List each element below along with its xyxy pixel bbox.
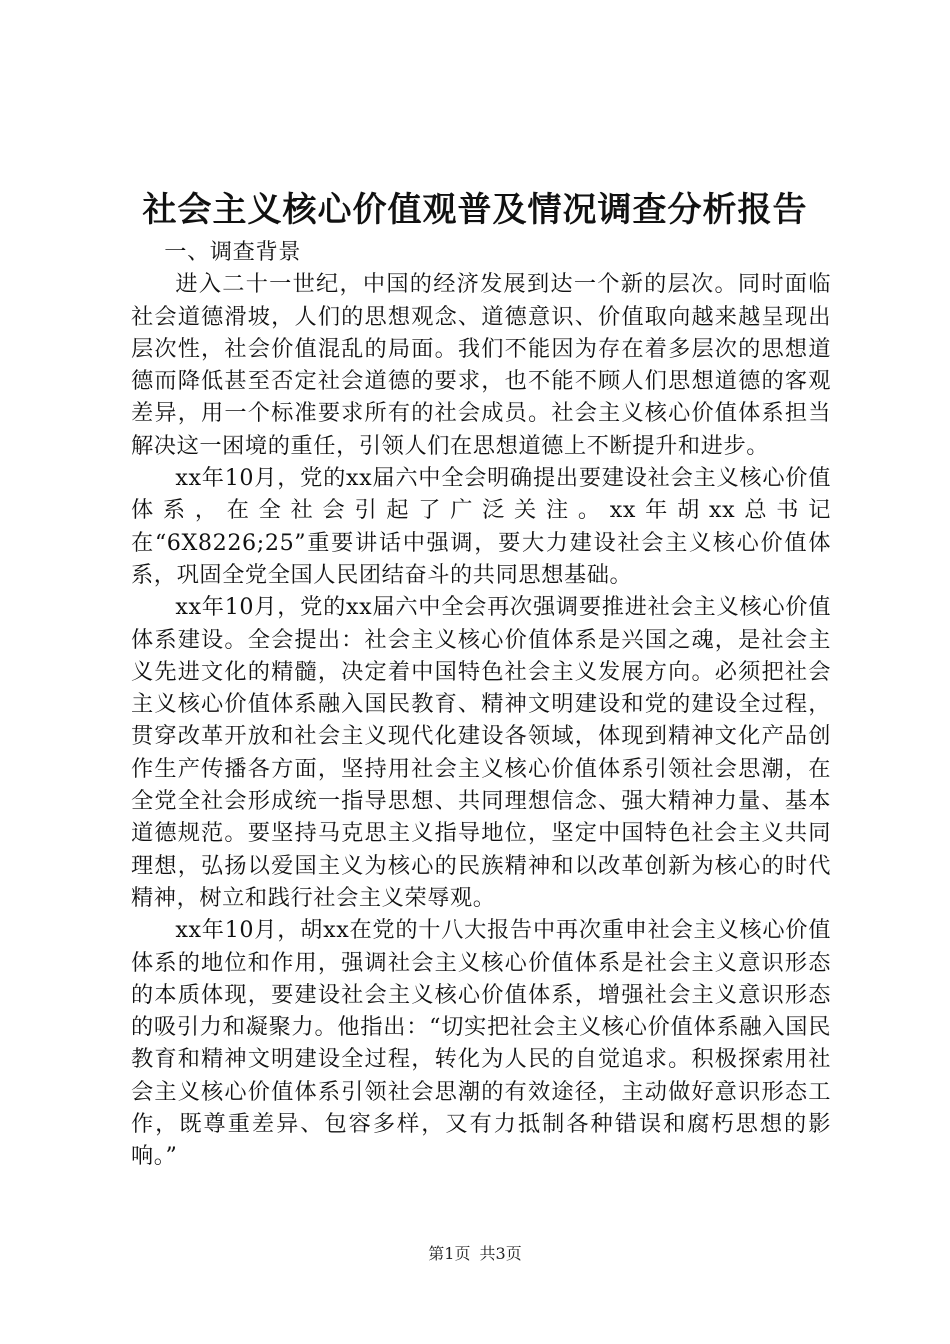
document-title: 社会主义核心价值观普及情况调查分析报告: [142, 190, 808, 230]
page-footer: [0, 1243, 950, 1265]
paragraph-2: xx年10月，党的xx届六中全会明确提出要建设社会主义核心价值体系，在全社会引起了广泛关注。xx年胡xx总书记在“6X8226;25”重要讲话中强调，要大力建设社会主义核心价值体系，巩固全党全国人民团结奋斗的共同思想基础。: [131, 465, 831, 588]
document-body: [131, 236, 831, 1173]
paragraph-4: xx年10月，胡xx在党的十八大报告中再次重申社会主义核心价值体系的地位和作用，强调社会主义核心价值体系是社会主义意识形态的本质体现，要建设社会主义核心价值体系，增强社会主义意识形态的吸引力和凝聚力。他指出：“切实把社会主义核心价值体系融入国民教育和精神文明建设全过程，转化为人民的自觉追求。积极探索用社会主义核心价值体系引领社会思潮的有效途径，主动做好意识形态工作，既尊重差异、包容多样，又有力抵制各种错误和腐朽思想的影响。”: [131, 917, 831, 1170]
paragraph-3: xx年10月，党的xx届六中全会再次强调要推进社会主义核心价值体系建设。全会提出：社会主义核心价值体系是兴国之魂，是社会主义先进文化的精髓，决定着中国特色社会主义发展方向。必须把社会主义核心价值体系融入国民教育、精神文明建设和党的建设全过程，贯穿改革开放和社会主义现代化建设各领域，体现到精神文化产品创作生产传播各方面，坚持用社会主义核心价值体系引领社会思潮，在全党全社会形成统一指导思想、共同理想信念、强大精神力量、基本道德规范。要坚持马克思主义指导地位，坚定中国特色社会主义共同理想，弘扬以爱国主义为核心的民族精神和以改革创新为核心的时代精神，树立和践行社会主义荣辱观。: [131, 594, 831, 911]
page-number: 第1页: [428, 1244, 471, 1263]
section-heading: 一、调查背景: [164, 239, 302, 265]
paragraph-1: 进入二十一世纪，中国的经济发展到达一个新的层次。同时面临社会道德滑坡，人们的思想观念、道德意识、价值取向越来越呈现出层次性，社会价值混乱的局面。我们不能因为存在着多层次的思想道德而降低甚至否定社会道德的要求，也不能不顾人们思想道德的客观差异，用一个标准要求所有的社会成员。社会主义核心价值体系担当解决这一困境的重任，引领人们在思想道德上不断提升和进步。: [131, 271, 831, 459]
page-total: 共3页: [479, 1244, 522, 1263]
